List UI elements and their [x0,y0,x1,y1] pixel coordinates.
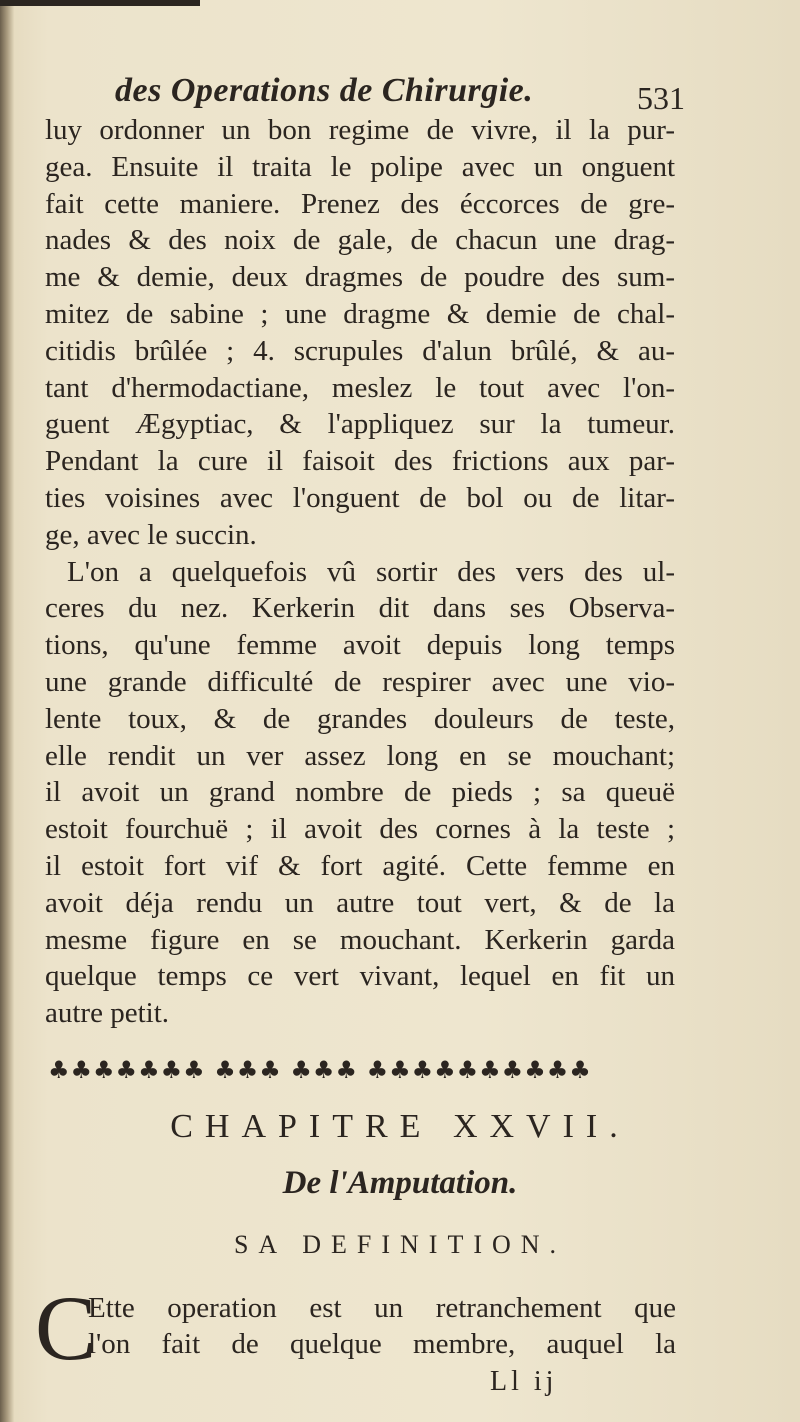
decorative-ornament-band: ♣♣♣♣♣♣♣ ♣♣♣ ♣♣♣ ♣♣♣♣♣♣♣♣♣♣ [48,1056,592,1084]
text-line: gea. Ensuite il traita le polipe avec un onguent [45,150,675,183]
text-line: tant d'hermodactiane, meslez le tout avec l'on- [45,371,675,404]
text-line: il estoit fort vif & fort agité. Cette femme en [45,849,675,882]
text-line: avoit déja rendu un autre tout vert, & de la [45,886,675,919]
drop-cap: C [35,1277,97,1379]
opening-paragraph [88,1290,676,1362]
text-line: autre petit. [45,997,170,1030]
signature-mark: Ll ij [490,1366,558,1397]
text-line: L'on a quelquefois vû sortir des vers des ul- [67,555,675,588]
text-line: ceres du nez. Kerkerin dit dans ses Observa- [45,592,675,625]
text-line: nades & des noix de gale, de chacun une drag- [45,224,675,257]
text-line: l'on fait de quelque membre, auquel la [88,1328,676,1360]
text-line: elle rendit un ver assez long en se mouchant; [45,739,675,772]
section-heading: SA DEFINITION. [233,1230,567,1259]
text-line: luy ordonner un bon regime de vivre, il la pur- [45,114,675,146]
text-line: lente toux, & de grandes douleurs de teste, [45,702,675,735]
text-line: Ette operation est un retranchement que [88,1292,676,1324]
text-line: mesme figure en se mouchant. Kerkerin garda [45,923,675,956]
text-line: ge, avec le succin. [45,518,257,551]
text-line: guent Ægyptiac, & l'appliquez sur la tumeur. [45,408,675,441]
page-edge-shadow [0,0,200,6]
body-text [45,112,675,1032]
text-line: quelque temps ce vert vivant, lequel en fit un [45,960,675,993]
running-title: des Operations de Chirurgie. [115,72,534,109]
chapter-heading: CHAPITRE XXVII. [170,1108,630,1145]
text-line: citidis brûlée ; 4. scrupules d'alun brûlé, & au- [45,334,675,367]
text-line: mitez de sabine ; une dragme & demie de chal- [45,297,675,330]
binding-gutter [0,0,14,1422]
text-line: Pendant la cure il faisoit des frictions aux par- [45,445,675,478]
text-line: fait cette maniere. Prenez des éccorces de gre- [45,187,675,220]
text-line: estoit fourchuë ; il avoit des cornes à la teste ; [45,813,675,846]
text-line: il avoit un grand nombre de pieds ; sa queuë [45,776,675,809]
chapter-subtitle: De l'Amputation. [282,1165,518,1201]
text-line: une grande difficulté de respirer avec une vio- [45,665,675,698]
text-line: ties voisines avec l'onguent de bol ou de litar- [45,481,675,514]
text-line: tions, qu'une femme avoit depuis long temps [45,629,675,662]
text-line: me & demie, deux dragmes de poudre des sum- [45,261,675,294]
page-number: 531 [637,80,685,116]
